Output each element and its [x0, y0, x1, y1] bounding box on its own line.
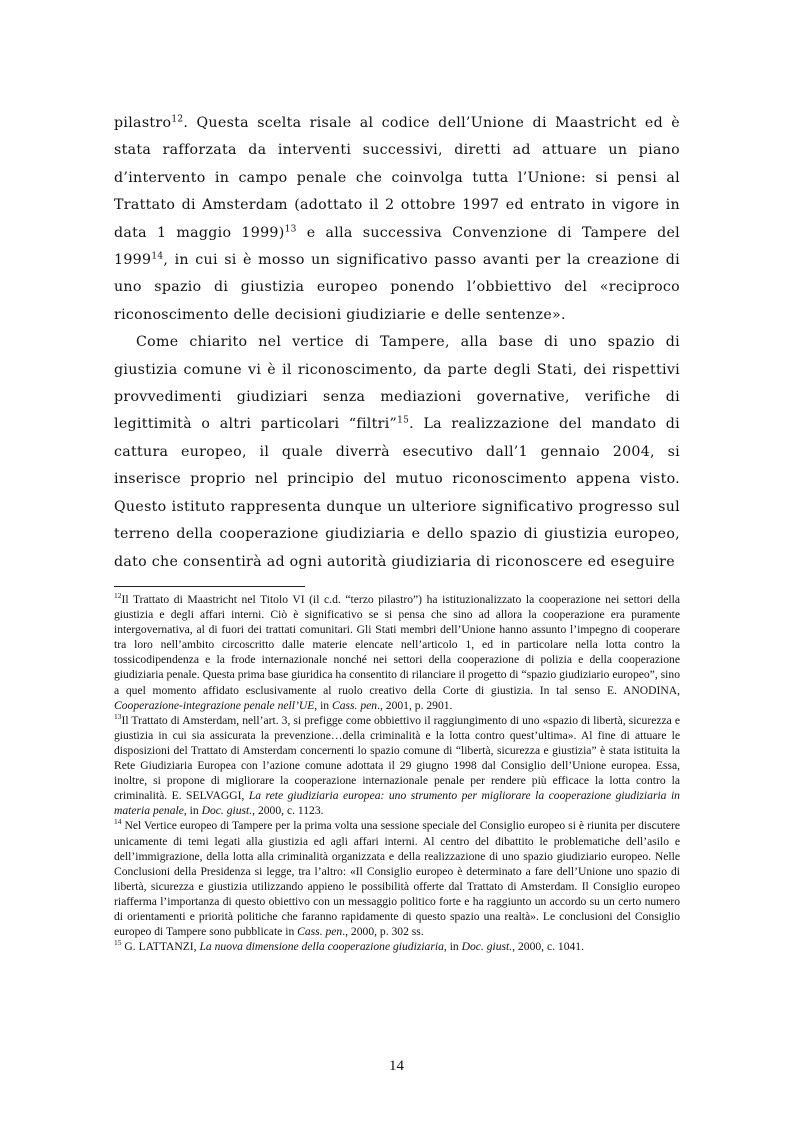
- footnote-15: $^{15}$ G. LATTANZI, La nuova dimensione della cooperazione giudiziaria, in Doc. giust., 2000, c. 1041.: [114, 938, 584, 954]
- footnote-ref-13[interactable]: 13: [284, 223, 297, 234]
- footnote-separator: [114, 586, 305, 587]
- footnote-13: $^{13}$Il Trattato di Amsterdam, nell’art. 3, si prefigge come obbiettivo il raggiungimento di uno «spazio di libertà, sicurezza e giustizia in cui sia assicurata la prevenzione…della criminalità e la lotta contro quest’ultima». Al fine di attuare le disposizioni del Trattato di Amsterdam concernenti lo spazio comune di “libertà, sicurezza e giustizia” è stata istituita la Rete Giudiziaria Europea con l’azione comune adottata il 29 giugno 1998 dal Consiglio dell’Unione europea. Essa, inoltre, si propone di migliorare la cooperazione internazionale penale per rendere più efficace la lotta contro la criminalità. E. SELVAGGI, La rete giudiziaria europea: uno strumento per migliorare la cooperazione giudiziaria in materia penale, in Doc. giust., 2000, c. 1123.: [114, 711, 680, 818]
- footnote-ref-14[interactable]: 14: [151, 251, 164, 262]
- footnote-12: $^{12}$Il Trattato di Maastricht nel Titolo VI (il c.d. “terzo pilastro”) ha istituzionalizzato la cooperazione nei settori della giustizia e degli affari interni. Ciò è significativo se si pensa che sino ad allora la cooperazione era puramente intergovernativa, al di fuori dei trattati comunitari. Gli Stati membri dell’Unione hanno assunto l’impegno di cooperare tra loro nell’ambito circoscritto dalle materie elencate nell’articolo 1, ed in particolare nella lotta contro la tossicodipendenza e la frode internazionale nonché nei settori della cooperazione di polizia e della cooperazione giudiziaria penale. Questa prima base giuridica ha consentito di rilanciare il progetto di “spazio giudiziario europeo”, sino a quel momento affidato esclusivamente al ruolo creativo della Corte di giustizia. In tal senso E. ANODINA, Cooperazione-integrazione penale nell’UE, in Cass. pen., 2001, p. 2901.: [114, 591, 680, 712]
- body-paragraph: Come chiarito nel vertice di Tampere, alla base di uno spazio di giustizia comune vi è il riconoscimento, da parte degli Stati, dei rispettivi provvedimenti giudiziari senza mediazioni governative, verifiche di legittimità o altri particolari “filtri”$^{15}$. La realizzazione del mandato di cattura europeo, il quale diverrà esecutivo dall’1 gennaio 2004, si inserisce proprio nel principio del mutuo riconoscimento appena visto. Questo istituto rappresenta dunque un ulteriore significativo progresso sul terreno della cooperazione giudiziaria e dello spazio di giustizia europeo, dato che consentirà ad ogni autorità giudiziaria di riconoscere ed eseguire: [114, 334, 680, 570]
- body-paragraph: pilastro$^{12}$. Questa scelta risale al codice dell’Unione di Maastricht ed è stata rafforzata da interventi successivi, diretti ad attuare un piano d’intervento in campo penale che coinvolga tutta l’Unione: si pensi al Trattato di Amsterdam (adottato il 2 ottobre 1997 ed entrato in vigore in data 1 maggio 1999)$^{13}$ e alla successiva Convenzione di Tampere del 1999$^{14}$, in cui si è mosso un significativo passo avanti per la creazione di uno spazio di giustizia europeo ponendo l’obbiettivo del «reciproco riconoscimento delle decisioni giudiziarie e delle sentenze».: [114, 114, 681, 323]
- footnotes: [114, 592, 680, 954]
- footnote-14: $^{14}$ Nel Vertice europeo di Tampere per la prima volta una sessione speciale del Consiglio europeo si è riunita per discutere unicamente di temi legati alla giustizia ed agli affari interni. Al centro del dibattito le problematiche dell’asilo e dell’immigrazione, della lotta alla criminalità organizzata e della realizzazione di uno spazio giudiziario europeo. Nelle Conclusioni della Presidenza si legge, tra l’altro: «Il Consiglio europeo è determinato a fare dell’Unione uno spazio di libertà, sicurezza e giustizia utilizzando appieno le possibilità offerte dal Trattato di Amsterdam. Il Consiglio europeo riafferma l’importanza di questo obiettivo con un messaggio politico forte e ha raggiunto un accordo su un certo numero di orientamenti e priorità politiche che faranno rapidamente di questo spazio una realtà». Le conclusioni del Consiglio europeo di Tampere sono pubblicate in Cass. pen., 2000, p. 302 ss.: [114, 817, 680, 939]
- page-number: 14: [389, 1058, 404, 1074]
- body-text: [114, 110, 680, 576]
- footnote-ref-12[interactable]: 12: [171, 114, 184, 125]
- footnote-ref-15[interactable]: 15: [397, 415, 410, 426]
